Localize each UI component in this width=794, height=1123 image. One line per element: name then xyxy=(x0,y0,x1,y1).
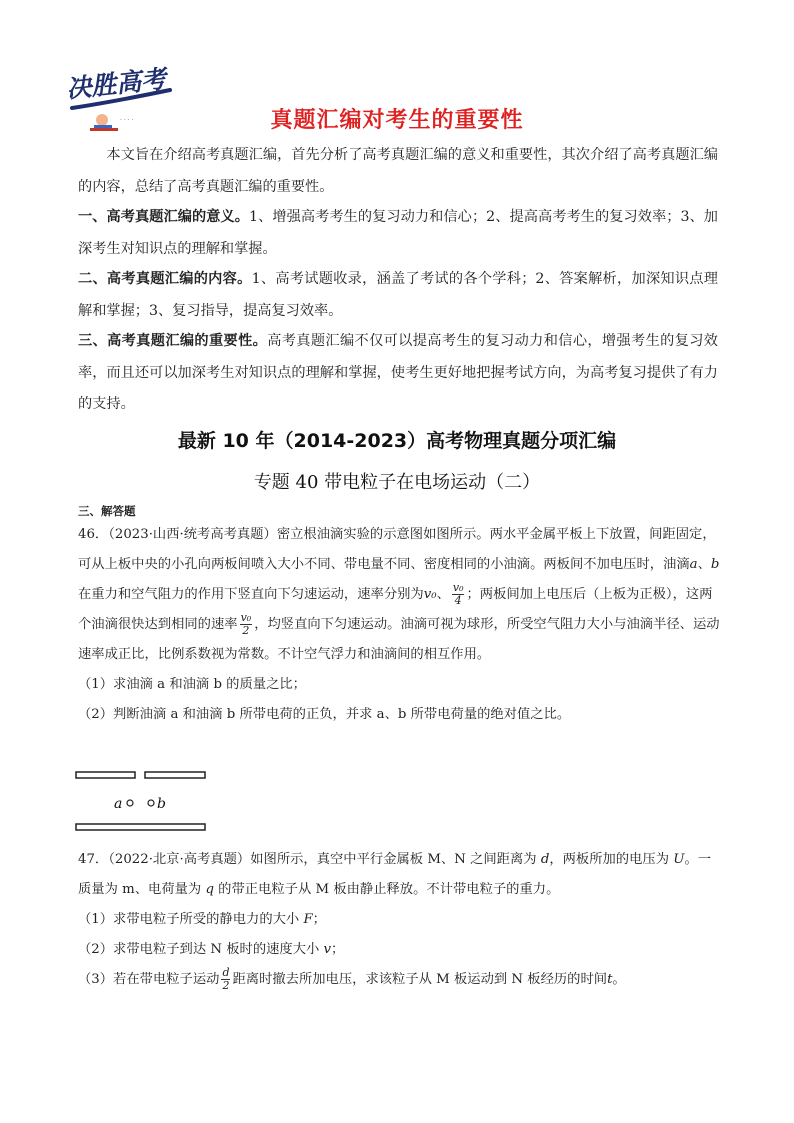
drop-a-label: a xyxy=(114,796,123,812)
point-heading: 三、高考真题汇编的重要性。 xyxy=(78,333,268,349)
collection-title: 最新 10 年（2014-2023）高考物理真题分项汇编 xyxy=(177,430,617,452)
oil-drop-diagram xyxy=(74,768,214,834)
question-47-part-1: （1）求带电粒子所受的静电力的大小 F； xyxy=(78,912,326,927)
question-47 xyxy=(78,845,723,995)
topic-title: 专题 40 带电粒子在电场运动（二） xyxy=(253,472,541,493)
svg-text:· · · ·: · · · · xyxy=(120,117,134,124)
point-text: 高考真题汇编不仅可以提高考生的复习动力和信心，增强考生的复习效率，而且还可以加深考生对知识点的理解和掌握，使考生更好地把握考试方向，为高考复习提供了有力的支持。 xyxy=(78,333,718,412)
fraction-v0-over-2: $\frac{\text{v₀}}{2}$ xyxy=(240,611,252,637)
question-47-part-2: （2）求带电粒子到达 N 板时的速度大小 v； xyxy=(78,942,345,957)
point-meaning xyxy=(78,202,718,265)
fraction-v0-over-4: $\frac{\text{v₀}}{4}$ xyxy=(452,581,464,607)
question-47-part-3: （3）若在带电粒子运动 $\frac{d}{2}$ 距离时撤去所加电压，求该粒子从 M 板运动到 N 板经历的时间t。 xyxy=(78,966,626,992)
question-46-part-2: （2）判断油滴 a 和油滴 b 所带电荷的正负，并求 a、b 所带电荷量的绝对值之比。 xyxy=(78,707,571,722)
intro-paragraph: 本文旨在介绍高考真题汇编，首先分析了高考真题汇编的意义和重要性，其次介绍了高考真题汇编的内容，总结了高考真题汇编的重要性。 xyxy=(78,147,718,195)
svg-text:决胜高考: 决胜高考 xyxy=(64,64,168,104)
point-heading: 二、高考真题汇编的内容。 xyxy=(78,271,252,287)
fraction-d-over-2: $\frac{d}{2}$ xyxy=(222,966,230,992)
question-46-part-1: （1）求油滴 a 和油滴 b 的质量之比； xyxy=(78,677,306,692)
point-content xyxy=(78,264,718,327)
point-heading: 一、高考真题汇编的意义。 xyxy=(78,209,250,225)
point-importance xyxy=(78,326,718,421)
section-label: 三、解答题 xyxy=(78,504,136,518)
point-text: 1、高考试题收录，涵盖了考试的各个学科；2、答案解析，加深知识点理解和掌握；3、复习指导，提高复习效率。 xyxy=(78,271,718,319)
question-46-stem: 46．（2023·山西·统考高考真题）密立根油滴实验的示意图如图所示。两水平金属平板上下放置，间距固定，可从上板中央的小孔向两板间喷入大小不同、带电量不同、密度相同的小油滴。两板间不加电压时，油滴a、b在重力和空气阻力的作用下竖直向下匀速运动，速率分别为v₀、 $\frac{\text{v₀}}{4}$ ；两板间加上电压后（上板为正极），这两个油滴很快达到相同的速率 $\frac{\text{v₀}}{2}$ ，均竖直向下匀速运动。油滴可视为球形，所受空气阻力大小与油滴半径、运动速率成正比，比例系数视为常数。不计空气浮力和油滴间的相互作用。 xyxy=(78,527,720,662)
question-47-stem: 47．（2022·北京·高考真题）如图所示，真空中平行金属板 M、N 之间距离为 d，两板所加的电压为 U。一质量为 m、电荷量为 q 的带正电粒子从 M 板由静止释放。不计带电粒子的重力。 xyxy=(78,852,712,897)
point-text: 1、增强高考考生的复习动力和信心；2、提高高考考生的复习效率；3、加深考生对知识点的理解和掌握。 xyxy=(78,209,718,257)
question-46 xyxy=(78,520,723,730)
document-title: 真题汇编对考生的重要性 xyxy=(270,108,524,133)
drop-b-label: b xyxy=(157,796,166,812)
